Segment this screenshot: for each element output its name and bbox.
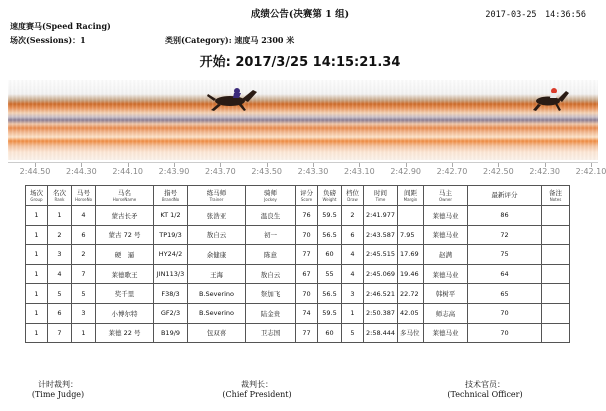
table-cell: 1 <box>26 303 48 323</box>
column-header <box>542 186 570 206</box>
table-cell: 2:41.977 <box>364 206 398 226</box>
table-cell: 60 <box>318 323 342 343</box>
table-cell: TP19/3 <box>154 225 188 245</box>
table-cell: 陆金贵 <box>246 303 296 323</box>
signature-label: 计时裁判： <box>38 380 78 389</box>
column-header-en: Time <box>375 196 386 202</box>
time-tick-label: 2:42.30 <box>529 167 560 176</box>
table-cell: 70 <box>468 323 542 343</box>
page-title: 成绩公告(决赛第 1 组) <box>250 9 350 20</box>
table-cell <box>542 303 570 323</box>
table-cell: 2:50.387 <box>364 303 398 323</box>
column-header <box>318 186 342 206</box>
table-cell: 2 <box>48 225 72 245</box>
table-cell <box>542 225 570 245</box>
column-header-cn: 马号 <box>77 188 90 197</box>
table-cell: 1 <box>26 206 48 226</box>
table-cell: 莱德 22 号 <box>96 323 154 343</box>
table-cell: 64 <box>468 264 542 284</box>
column-header <box>188 186 246 206</box>
signature-label-en: (Chief President) <box>222 390 292 399</box>
table-cell: 1 <box>26 284 48 304</box>
table-cell: 3 <box>342 284 364 304</box>
table-cell <box>542 264 570 284</box>
signature-technical-officer <box>440 380 530 400</box>
photo-finish-time-axis <box>8 162 606 185</box>
column-header-cn: 骑师 <box>264 188 277 197</box>
column-header-cn: 评分 <box>300 188 313 197</box>
table-cell: JIN113/3 <box>154 264 188 284</box>
table-cell: B.Severino <box>188 284 246 304</box>
column-header-en: Weight <box>322 196 337 202</box>
time-tick-label: 2:42.10 <box>575 167 606 176</box>
table-cell <box>398 206 424 226</box>
table-cell: 17.69 <box>398 245 424 265</box>
table-cell: 蒙古 72 号 <box>96 225 154 245</box>
table-cell: 1 <box>26 225 48 245</box>
table-cell: 莱德马业 <box>424 264 468 284</box>
table-cell: 59.5 <box>318 303 342 323</box>
column-header-cn: 马主 <box>439 188 452 197</box>
column-header <box>364 186 398 206</box>
table-row <box>26 225 570 245</box>
table-cell: KT 1/2 <box>154 206 188 226</box>
column-header <box>154 186 188 206</box>
time-tick-label: 2:42.90 <box>390 167 421 176</box>
table-cell: GF2/3 <box>154 303 188 323</box>
signature-time-judge <box>28 380 88 400</box>
table-cell: 祭加飞 <box>246 284 296 304</box>
table-cell: 76 <box>296 206 318 226</box>
column-header-en: BrandNo <box>161 196 180 202</box>
table-cell: 敖自云 <box>246 264 296 284</box>
column-header-cn: 最新评分 <box>491 191 518 199</box>
column-header-en: HorseName <box>112 196 137 202</box>
table-cell: 70 <box>296 225 318 245</box>
column-header <box>246 186 296 206</box>
time-tick-label: 2:43.70 <box>204 167 236 176</box>
table-cell: 2:46.521 <box>364 284 398 304</box>
column-header-en: HorseNo <box>74 196 93 202</box>
table-cell: 余健康 <box>188 245 246 265</box>
table-cell: 温良生 <box>246 206 296 226</box>
table-cell: 包双喜 <box>188 323 246 343</box>
results-table <box>25 185 570 343</box>
table-cell: 6 <box>342 225 364 245</box>
table-cell: 6 <box>72 225 96 245</box>
column-header <box>424 186 468 206</box>
time-tick-label: 2:43.50 <box>251 167 282 176</box>
table-cell: 4 <box>342 264 364 284</box>
table-row <box>26 303 570 323</box>
signature-label-en: (Time Judge) <box>31 390 85 399</box>
table-cell: 5 <box>48 284 72 304</box>
table-cell: B19/9 <box>154 323 188 343</box>
signature-label: 裁判长： <box>241 380 273 389</box>
table-cell <box>542 284 570 304</box>
column-header-en: Score <box>300 196 313 202</box>
table-cell: 67 <box>296 264 318 284</box>
table-row <box>26 245 570 265</box>
report-datetime: 2017-03-25 14:36:56 <box>485 10 586 20</box>
table-cell: 1 <box>26 245 48 265</box>
table-cell <box>542 323 570 343</box>
column-header-cn: 间距 <box>404 188 417 197</box>
table-cell: 5 <box>72 284 96 304</box>
time-tick-label: 2:44.50 <box>19 167 51 176</box>
table-cell: 初一 <box>246 225 296 245</box>
table-cell: 莱德马业 <box>424 206 468 226</box>
table-cell: 硬 逼 <box>96 245 154 265</box>
time-tick-label: 2:42.70 <box>436 167 468 176</box>
table-cell: 卫志国 <box>246 323 296 343</box>
table-cell: 5 <box>342 323 364 343</box>
table-cell: 1 <box>48 206 72 226</box>
table-cell: 陈意 <box>246 245 296 265</box>
column-header <box>296 186 318 206</box>
time-tick-label: 2:43.30 <box>297 167 329 176</box>
table-cell: 74 <box>296 303 318 323</box>
table-cell: 韩树平 <box>424 284 468 304</box>
table-cell: 多马位 <box>398 323 424 343</box>
signature-label: 技术官员： <box>465 380 505 389</box>
table-cell: 77 <box>296 323 318 343</box>
table-cell: 60 <box>318 245 342 265</box>
table-cell: 莱德马业 <box>424 323 468 343</box>
table-row <box>26 323 570 343</box>
table-cell: 75 <box>468 245 542 265</box>
table-cell: 师志高 <box>424 303 468 323</box>
column-header <box>72 186 96 206</box>
table-row <box>26 264 570 284</box>
table-cell: 敖自云 <box>188 225 246 245</box>
column-header-cn: 场次 <box>30 188 43 197</box>
column-header-cn: 马名 <box>118 188 131 197</box>
table-cell: 张浩亚 <box>188 206 246 226</box>
table-cell: 1 <box>26 323 48 343</box>
column-header-en: Draw <box>347 196 358 202</box>
table-cell: 2:45.515 <box>364 245 398 265</box>
table-cell: 莱德马业 <box>424 225 468 245</box>
table-cell <box>542 206 570 226</box>
column-header-cn: 备注 <box>549 188 562 197</box>
table-cell: 56.5 <box>318 284 342 304</box>
table-cell: 4 <box>72 206 96 226</box>
table-cell: 2 <box>342 206 364 226</box>
table-cell: 77 <box>296 245 318 265</box>
table-cell: 72 <box>468 225 542 245</box>
table-cell: 4 <box>342 245 364 265</box>
table-cell: 莱德歌王 <box>96 264 154 284</box>
column-header-en: Jockey <box>264 196 277 202</box>
table-cell <box>542 245 570 265</box>
column-header <box>96 186 154 206</box>
table-cell: HY24/2 <box>154 245 188 265</box>
table-header-row <box>26 186 570 206</box>
column-header <box>398 186 424 206</box>
time-tick-label: 2:43.10 <box>343 167 375 176</box>
table-cell: 王海 <box>188 264 246 284</box>
photo-finish-image <box>8 80 598 160</box>
column-header <box>26 186 48 206</box>
table-cell: 42.05 <box>398 303 424 323</box>
table-cell: 2:45.069 <box>364 264 398 284</box>
table-cell: 奖千里 <box>96 284 154 304</box>
table-cell: 7 <box>72 264 96 284</box>
table-cell: 56.5 <box>318 225 342 245</box>
table-cell: 3 <box>48 245 72 265</box>
time-tick-label: 2:44.10 <box>112 167 143 176</box>
table-cell: B.Severino <box>188 303 246 323</box>
table-cell: 7 <box>48 323 72 343</box>
table-row <box>26 206 570 226</box>
table-cell: 19.46 <box>398 264 424 284</box>
signature-chief-president <box>212 380 302 400</box>
column-header-cn: 练马师 <box>206 188 227 197</box>
table-cell: 蒙古长矛 <box>96 206 154 226</box>
column-header-en: Owner <box>438 196 453 202</box>
column-header <box>468 186 542 206</box>
start-time: 开始: 2017/3/25 14:15:21.34 <box>199 55 401 70</box>
table-cell: 2:43.587 <box>364 225 398 245</box>
table-cell: 1 <box>72 323 96 343</box>
table-cell: 赵满 <box>424 245 468 265</box>
table-cell: 7.95 <box>398 225 424 245</box>
horse-right-icon <box>533 88 569 111</box>
column-header-en: Group <box>30 196 43 202</box>
race-type: 速度赛马(Speed Racing) <box>10 21 111 31</box>
table-cell: 86 <box>468 206 542 226</box>
column-header-cn: 档位 <box>346 188 359 197</box>
table-cell: 3 <box>72 303 96 323</box>
column-header-cn: 指号 <box>164 188 177 197</box>
session-info: 场次(Sessions)：1 <box>10 35 86 45</box>
table-cell: 2:58.444 <box>364 323 398 343</box>
table-cell: 1 <box>26 264 48 284</box>
table-cell: 小博尔特 <box>96 303 154 323</box>
table-cell: 65 <box>468 284 542 304</box>
table-cell: 1 <box>342 303 364 323</box>
column-header-en: Margin <box>403 196 418 202</box>
table-row <box>26 284 570 304</box>
table-cell: 22.72 <box>398 284 424 304</box>
column-header <box>48 186 72 206</box>
time-tick-label: 2:42.50 <box>482 167 514 176</box>
table-cell: 70 <box>296 284 318 304</box>
column-header-cn: 负磅 <box>323 188 336 197</box>
category-info: 类别(Category): 速度马 2300 米 <box>165 35 295 45</box>
table-cell: F38/3 <box>154 284 188 304</box>
column-header-en: Notes <box>549 196 562 202</box>
table-cell: 70 <box>468 303 542 323</box>
table-cell: 59.5 <box>318 206 342 226</box>
racehorse-silhouettes <box>8 80 598 160</box>
table-cell: 55 <box>318 264 342 284</box>
table-cell: 6 <box>48 303 72 323</box>
column-header-cn: 名次 <box>53 188 66 197</box>
column-header-en: Trainer <box>209 196 224 202</box>
column-header-cn: 时间 <box>374 188 387 197</box>
time-tick-label: 2:43.90 <box>158 167 190 176</box>
table-cell: 2 <box>72 245 96 265</box>
table-cell: 4 <box>48 264 72 284</box>
time-tick-label: 2:44.30 <box>65 167 97 176</box>
column-header-en: Rank <box>54 196 65 202</box>
column-header <box>342 186 364 206</box>
horse-left-icon <box>207 88 257 111</box>
signature-label-en: (Technical Officer) <box>447 390 523 399</box>
